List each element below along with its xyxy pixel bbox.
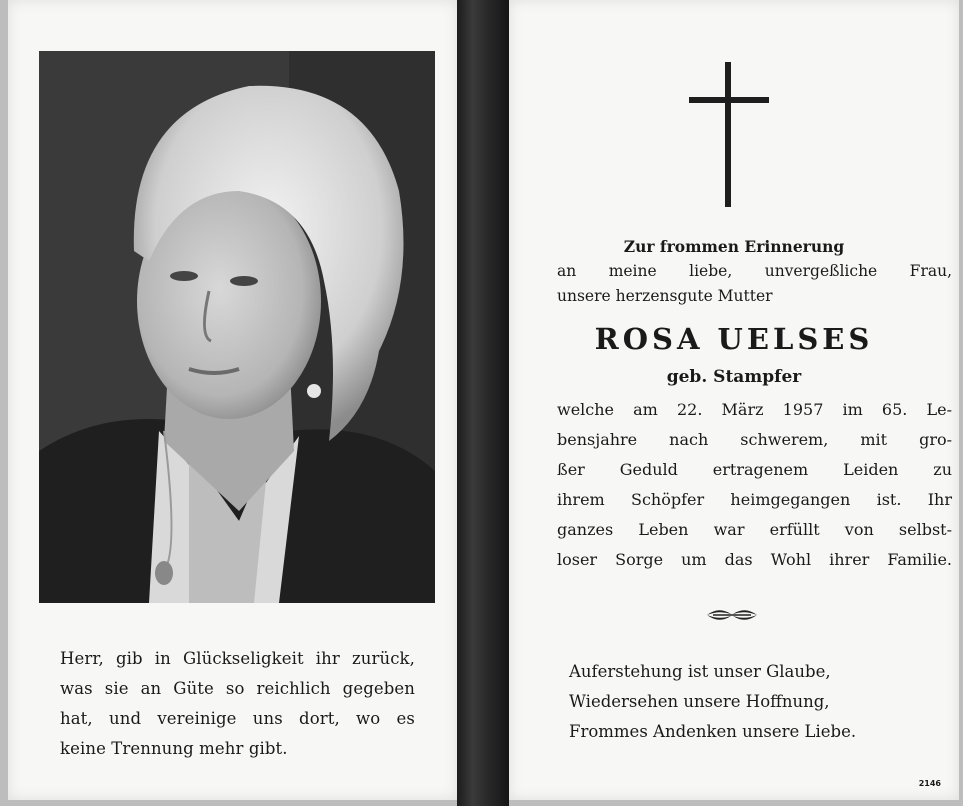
leaf-ornament-icon (705, 604, 759, 626)
obituary-line: ihrem Schöpfer heimgegangen ist. Ihr (557, 490, 952, 509)
portrait-photo (39, 51, 435, 603)
left-card-panel (8, 0, 457, 800)
closing-line: Auferstehung ist unser Glaube, (569, 662, 831, 681)
portrait-illustration (39, 51, 435, 603)
intro-heading: Zur frommen Erinnerung (623, 237, 845, 256)
closing-verse (569, 657, 889, 747)
prayer-line: was sie an Güte so reichlich gegeben (60, 679, 415, 698)
prayer-line: hat, und vereinige uns dort, wo es (60, 709, 415, 728)
cross-icon (689, 62, 769, 207)
obituary-line: welche am 22. März 1957 im 65. Le- (557, 400, 952, 419)
deceased-name: ROSA UELSES (594, 322, 874, 356)
right-card-panel (509, 0, 959, 800)
obituary-line: loser Sorge um das Wohl ihrer Familie. (557, 550, 952, 569)
prayer-line: keine Trennung mehr gibt. (60, 739, 288, 758)
print-number: 2146 (918, 779, 941, 788)
intro-line: unsere herzensgute Mutter (557, 287, 773, 305)
obituary-text (557, 395, 952, 575)
closing-line: Frommes Andenken unsere Liebe. (569, 722, 857, 741)
obituary-line: ßer Geduld ertragenem Leiden zu (557, 460, 952, 479)
closing-line: Wiedersehen unsere Hoffnung, (569, 692, 830, 711)
card-fold-gap (457, 0, 509, 806)
intro-line: an meine liebe, unvergeßliche Frau, (557, 262, 952, 280)
obituary-line: ganzes Leben war erfüllt von selbst- (557, 520, 952, 539)
maiden-name: geb. Stampfer (666, 367, 802, 387)
prayer-line: Herr, gib in Glückseligkeit ihr zurück, (60, 649, 415, 668)
obituary-line: bensjahre nach schwerem, mit gro- (557, 430, 952, 449)
prayer-text (60, 644, 415, 764)
